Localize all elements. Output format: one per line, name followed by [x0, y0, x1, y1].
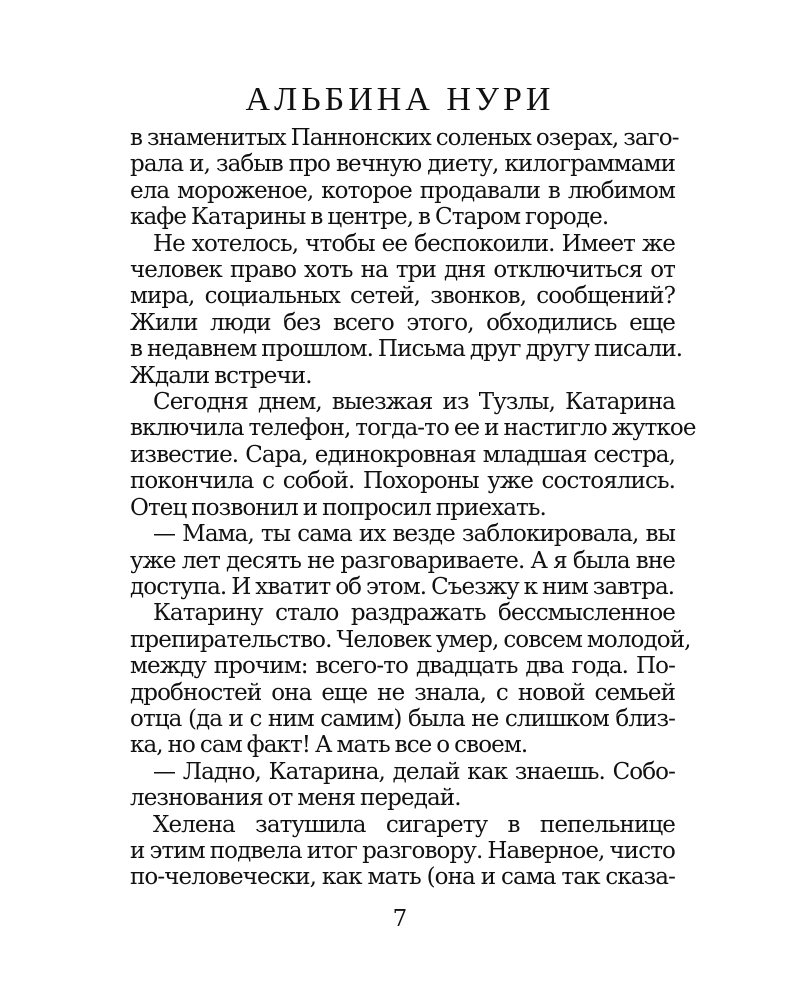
text-line: — Мама, ты сама их везде заблокировала, вы [153, 521, 675, 548]
text-line: отца (да и с ним самим) была не слишком близ- [130, 705, 675, 732]
text-line: Хелена затушила сигарету в пепельнице [153, 811, 675, 838]
text-line: в знаменитых Паннонских соленых озерах, заго- [130, 125, 679, 151]
page-number: 7 [392, 906, 408, 932]
text-line: ела мороженое, которое продавали в любимом [130, 177, 675, 204]
text-line: Не хотелось, чтобы ее беспокоили. Имеет же [153, 230, 675, 257]
paragraph [130, 600, 691, 759]
text-line: Ждали встречи. [130, 362, 312, 389]
paragraph [130, 759, 675, 812]
paragraph [130, 812, 675, 891]
text-line: известие. Сара, единокровная младшая сестра, [130, 441, 675, 468]
text-line: препирательство. Человек умер, совсем молодой, [130, 626, 691, 653]
text-line: между прочим: всего-то двадцать два года. По- [130, 653, 675, 680]
text-line: мира, социальных сетей, звонков, сообщений? [130, 283, 675, 310]
paragraph [130, 125, 679, 231]
body-text [130, 125, 696, 891]
running-head-author: АЛЬБИНА НУРИ [245, 81, 555, 118]
text-line: кафе Катарины в центре, в Старом городе. [130, 204, 609, 231]
text-line: уже лет десять не разговариваете. А я была вне [130, 547, 675, 574]
paragraph [130, 521, 675, 600]
text-line: включила телефон, тогда-то ее и настигло жуткое [130, 415, 696, 442]
text-line: и этим подвела итог разговору. Наверное, чисто [130, 837, 675, 864]
text-line: человек право хоть на три дня отключиться от [130, 257, 675, 284]
text-line: рала и, забыв про вечную диету, килограммами [130, 151, 675, 178]
text-line: доступа. И хватит об этом. Съезжу к ним завтра. [130, 573, 675, 600]
text-line: покончила с собой. Похороны уже состоялись. [130, 468, 675, 495]
text-line: Сегодня днем, выезжая из Тузлы, Катарина [153, 389, 675, 416]
text-line: Жили люди без всего этого, обходились еще [130, 309, 675, 336]
text-line: ка, но сам факт! А мать все о своем. [130, 732, 528, 759]
text-line: Отец позвонил и попросил приехать. [130, 494, 546, 521]
paragraph [130, 389, 696, 521]
text-line: дробностей она еще не знала, с новой семьей [130, 679, 675, 706]
paragraph [130, 230, 683, 389]
text-line: — Ладно, Катарина, делай как знаешь. Собо- [153, 758, 675, 785]
text-line: лезнования от меня передай. [130, 785, 461, 812]
text-line: в недавнем прошлом. Письма друг другу писали. [130, 336, 683, 363]
text-line: по-человечески, как мать (она и сама так сказа- [130, 864, 675, 891]
text-line: Катарину стало раздражать бессмысленное [153, 600, 675, 627]
